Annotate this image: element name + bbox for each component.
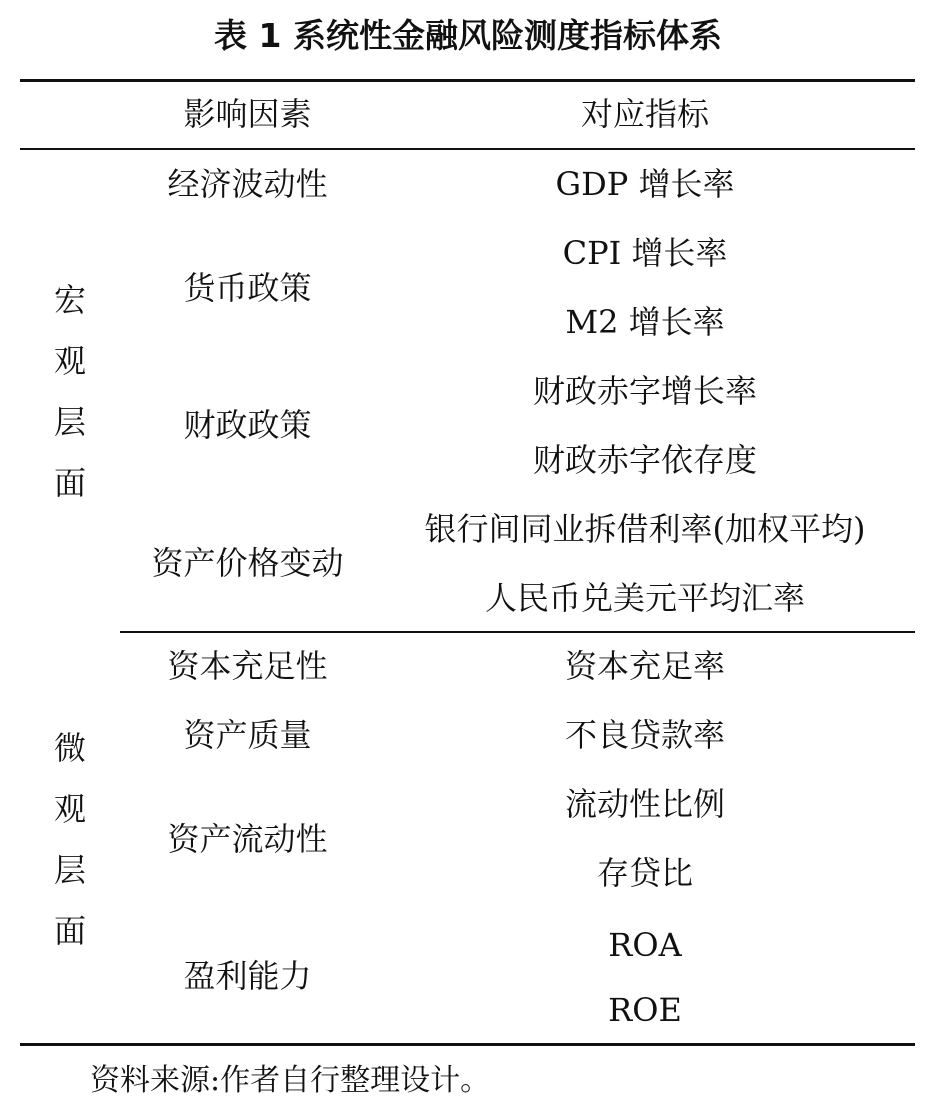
macro-level-label [20, 270, 120, 514]
header-rule [20, 148, 915, 150]
header-factor: 影响因素 [183, 95, 312, 133]
factor-cell: 经济波动性 [167, 165, 328, 203]
indicator-cell: M2 增长率 [565, 303, 725, 341]
micro-level-label [20, 718, 120, 962]
indicator-cell: ROE [608, 991, 682, 1029]
micro-label-char: 层 [53, 851, 86, 889]
indicator-cell: 财政赤字依存度 [532, 441, 757, 479]
top-rule [20, 79, 915, 82]
macro-label-char: 层 [53, 403, 86, 441]
header-indicator: 对应指标 [580, 95, 709, 133]
indicator-cell: 存贷比 [596, 854, 693, 892]
indicator-cell: ROA [608, 926, 682, 964]
micro-label-char: 观 [53, 790, 86, 828]
group-divider-rule [120, 631, 915, 633]
macro-label-char: 观 [53, 342, 86, 380]
factor-cell: 资产质量 [183, 716, 312, 754]
indicator-cell: CPI 增长率 [562, 234, 728, 272]
micro-label-char: 面 [53, 912, 86, 950]
macro-label-char: 面 [53, 464, 86, 502]
indicator-cell: 财政赤字增长率 [532, 372, 757, 410]
indicator-cell: 流动性比例 [564, 785, 725, 823]
factor-cell: 盈利能力 [183, 957, 312, 995]
indicator-cell: GDP 增长率 [555, 165, 735, 203]
macro-label-char: 宏 [53, 281, 86, 319]
factor-cell: 资产价格变动 [151, 544, 344, 582]
factor-cell: 财政政策 [183, 406, 312, 444]
factor-cell: 资本充足性 [167, 647, 328, 685]
factor-cell: 资产流动性 [167, 820, 328, 858]
indicator-cell: 资本充足率 [564, 647, 725, 685]
table-title: 表 1 系统性金融风险测度指标体系 [214, 16, 722, 55]
indicator-cell: 不良贷款率 [564, 716, 725, 754]
indicator-cell: 银行间同业拆借利率(加权平均) [424, 510, 866, 548]
micro-label-char: 微 [53, 729, 86, 767]
source-note: 资料来源:作者自行整理设计。 [90, 1063, 491, 1098]
indicator-cell: 人民币兑美元平均汇率 [484, 579, 805, 617]
bottom-rule [20, 1043, 915, 1046]
factor-cell: 货币政策 [183, 269, 312, 307]
